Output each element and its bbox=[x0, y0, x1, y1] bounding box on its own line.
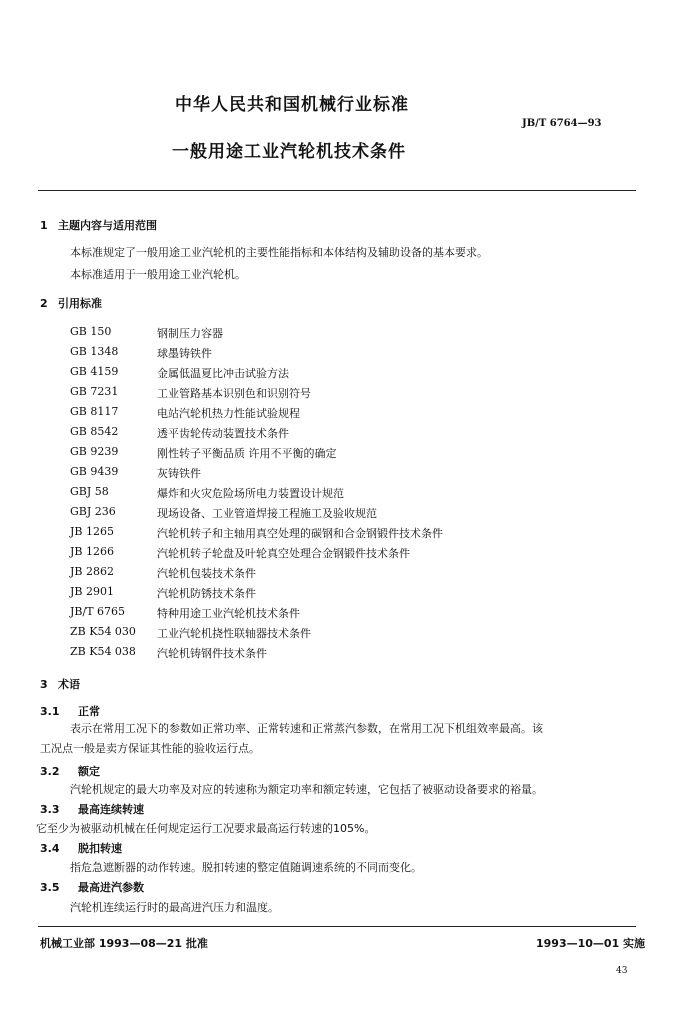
ref-code: GB 9239 bbox=[70, 445, 119, 458]
term-3-5-text: 汽轮机连续运行时的最高进汽压力和温度。 bbox=[70, 901, 279, 914]
ref-title: 汽轮机铸钢件技术条件 bbox=[157, 647, 267, 660]
term-number: 3.1 bbox=[40, 705, 60, 718]
section-2-heading bbox=[40, 295, 102, 311]
ref-title: 爆炸和火灾危险场所电力装置设计规范 bbox=[157, 487, 344, 500]
term-title: 额定 bbox=[78, 765, 100, 778]
term-number: 3.2 bbox=[40, 765, 60, 778]
ref-code: GBJ 58 bbox=[70, 485, 109, 498]
ref-code: GB 8117 bbox=[70, 405, 119, 418]
ref-title: 金属低温夏比冲击试验方法 bbox=[157, 367, 289, 380]
ref-title: 灰铸铁件 bbox=[157, 467, 201, 480]
term-3-1-text-line-2: 工况点一般是卖方保证其性能的验收运行点。 bbox=[40, 742, 260, 755]
section-1-heading bbox=[40, 217, 157, 233]
ref-title: 汽轮机包装技术条件 bbox=[157, 567, 256, 580]
ref-code: ZB K54 038 bbox=[70, 645, 136, 658]
section-1-paragraph-1: 本标准规定了一般用途工业汽轮机的主要性能指标和本体结构及辅助设备的基本要求。 bbox=[70, 246, 488, 259]
ref-title: 透平齿轮传动装置技术条件 bbox=[157, 427, 289, 440]
term-number: 3.3 bbox=[40, 803, 60, 816]
document-title: 一般用途工业汽轮机技术条件 bbox=[172, 142, 406, 162]
term-number: 3.4 bbox=[40, 842, 60, 855]
section-number: 3 bbox=[40, 678, 48, 691]
ref-title: 现场设备、工业管道焊接工程施工及验收规范 bbox=[157, 507, 377, 520]
term-3-4-heading bbox=[40, 840, 122, 856]
term-title: 最高进汽参数 bbox=[78, 881, 144, 894]
approval-line: 机械工业部 1993—08—21 批准 bbox=[40, 937, 208, 950]
ref-title: 钢制压力容器 bbox=[157, 327, 223, 340]
section-title: 主题内容与适用范围 bbox=[58, 219, 157, 232]
ref-title: 汽轮机转子和主轴用真空处理的碳钢和合金钢锻件技术条件 bbox=[157, 527, 443, 540]
ref-code: GB 9439 bbox=[70, 465, 119, 478]
term-title: 脱扣转速 bbox=[78, 842, 122, 855]
section-title: 引用标准 bbox=[58, 297, 102, 310]
ref-code: ZB K54 030 bbox=[70, 625, 136, 638]
term-3-1-heading bbox=[40, 703, 100, 719]
ref-code: JB 2862 bbox=[70, 565, 114, 578]
term-3-2-heading bbox=[40, 763, 100, 779]
ref-code: JB 1265 bbox=[70, 525, 114, 538]
ref-code: GB 1348 bbox=[70, 345, 119, 358]
standard-number: JB/T 6764—93 bbox=[522, 118, 602, 129]
ref-title: 球墨铸铁件 bbox=[157, 347, 212, 360]
ref-code: GBJ 236 bbox=[70, 505, 116, 518]
header-divider bbox=[38, 190, 636, 191]
term-title: 最高连续转速 bbox=[78, 803, 144, 816]
term-3-5-heading bbox=[40, 879, 144, 895]
ref-title: 刚性转子平衡品质 许用不平衡的确定 bbox=[157, 447, 337, 460]
ref-code: JB/T 6765 bbox=[70, 605, 126, 618]
term-title: 正常 bbox=[78, 705, 100, 718]
ref-title: 汽轮机防锈技术条件 bbox=[157, 587, 256, 600]
term-3-2-text: 汽轮机规定的最大功率及对应的转速称为额定功率和额定转速，它包括了被驱动设备要求的裕量。 bbox=[70, 783, 543, 796]
ref-title: 工业汽轮机挠性联轴器技术条件 bbox=[157, 627, 311, 640]
ref-title: 工业管路基本识别色和识别符号 bbox=[157, 387, 311, 400]
ref-code: JB 1266 bbox=[70, 545, 114, 558]
section-3-heading bbox=[40, 676, 80, 692]
ref-title: 特种用途工业汽轮机技术条件 bbox=[157, 607, 300, 620]
footer-divider bbox=[38, 926, 636, 927]
section-number: 2 bbox=[40, 297, 48, 310]
ref-code: GB 8542 bbox=[70, 425, 119, 438]
section-1-paragraph-2: 本标准适用于一般用途工业汽轮机。 bbox=[70, 268, 246, 281]
implementation-date: 1993—10—01 实施 bbox=[536, 937, 646, 950]
term-number: 3.5 bbox=[40, 881, 60, 894]
ref-title: 汽轮机转子轮盘及叶轮真空处理合金钢锻件技术条件 bbox=[157, 547, 410, 560]
ref-code: GB 4159 bbox=[70, 365, 119, 378]
term-3-3-text: 它至少为被驱动机械在任何规定运行工况要求最高运行转速的105%。 bbox=[36, 822, 376, 835]
section-title: 术语 bbox=[58, 678, 80, 691]
term-3-1-text-line-1: 表示在常用工况下的参数如正常功率、正常转速和正常蒸汽参数，在常用工况下机组效率最高。该 bbox=[70, 722, 543, 735]
term-3-3-heading bbox=[40, 801, 144, 817]
standard-category-title: 中华人民共和国机械行业标准 bbox=[175, 95, 409, 115]
ref-code: GB 7231 bbox=[70, 385, 119, 398]
section-number: 1 bbox=[40, 219, 48, 232]
ref-code: JB 2901 bbox=[70, 585, 114, 598]
page-number: 43 bbox=[616, 966, 628, 976]
ref-title: 电站汽轮机热力性能试验规程 bbox=[157, 407, 300, 420]
ref-code: GB 150 bbox=[70, 325, 112, 338]
term-3-4-text: 指危急遮断器的动作转速。脱扣转速的整定值随调速系统的不同而变化。 bbox=[70, 861, 422, 874]
